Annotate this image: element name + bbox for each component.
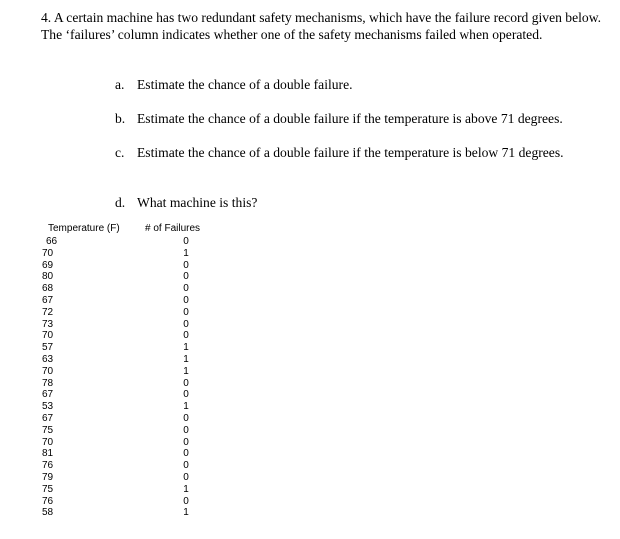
temperature-cell: 76	[42, 495, 54, 507]
failures-cell: 0	[183, 294, 189, 306]
temperature-cell: 69	[42, 259, 54, 271]
temperature-cell: 70	[42, 436, 54, 448]
failures-cell: 1	[183, 365, 189, 377]
failures-cell: 0	[183, 424, 189, 436]
question-a-letter: a.	[115, 77, 125, 92]
temperature-cell: 57	[42, 342, 54, 354]
question-c-text: Estimate the chance of a double failure if the temperature is below 71 degrees.	[137, 145, 564, 160]
question-b	[115, 110, 563, 127]
temperature-cell: 66	[46, 236, 58, 247]
failures-cell: 0	[183, 306, 189, 318]
failures-cell: 0	[183, 377, 189, 389]
temperature-cell: 75	[42, 424, 54, 436]
problem-statement: 4. A certain machine has two redundant safety mechanisms, which have the failure record given below. The ‘failures’ column indicates whether one of the safety mechanisms failed when operated.	[41, 10, 602, 42]
failures-cell: 1	[183, 247, 189, 259]
question-b-text: Estimate the chance of a double failure if the temperature is above 71 degrees.	[137, 111, 563, 126]
temperature-cell: 80	[42, 271, 54, 283]
temperature-cell: 76	[42, 460, 54, 472]
question-d-letter: d.	[115, 195, 126, 210]
temperature-cell: 72	[42, 306, 54, 318]
question-c-letter: c.	[115, 145, 125, 160]
failures-cell: 0	[183, 495, 189, 507]
temperature-column	[42, 236, 64, 519]
failures-cell: 0	[183, 436, 189, 448]
failures-cell: 1	[183, 483, 189, 495]
failures-cell: 0	[183, 283, 189, 295]
failures-cell: 0	[183, 318, 189, 330]
failures-cell: 1	[183, 401, 189, 413]
failures-cell: 0	[183, 471, 189, 483]
failures-cell: 0	[183, 259, 189, 271]
temperature-cell: 67	[42, 412, 54, 424]
failures-cell: 1	[183, 507, 189, 519]
failures-cell: 0	[183, 271, 189, 283]
temperature-cell: 67	[42, 294, 54, 306]
failures-cell: 1	[183, 353, 189, 365]
temperature-cell: 58	[42, 507, 54, 519]
temperature-cell: 67	[42, 389, 54, 401]
failures-cell: 0	[183, 412, 189, 424]
failures-cell: 0	[183, 389, 189, 401]
temperature-cell: 70	[42, 330, 54, 342]
temperature-cell: 68	[42, 283, 54, 295]
question-d	[115, 194, 257, 211]
temperature-column-header: Temperature (F)	[48, 223, 120, 234]
failures-cell: 0	[183, 448, 189, 460]
failures-column-header: # of Failures	[145, 223, 201, 234]
question-d-text: What machine is this?	[137, 195, 258, 210]
temperature-cell: 73	[42, 318, 54, 330]
failures-cell: 0	[183, 236, 189, 247]
temperature-cell: 53	[42, 401, 54, 413]
temperature-cell: 81	[42, 448, 54, 460]
failures-cell: 1	[183, 342, 189, 354]
failures-column	[180, 236, 192, 519]
failures-cell: 0	[183, 330, 189, 342]
temperature-cell: 79	[42, 471, 54, 483]
question-b-letter: b.	[115, 111, 126, 126]
failures-cell: 0	[183, 460, 189, 472]
question-a	[115, 76, 353, 93]
temperature-cell: 63	[42, 353, 54, 365]
temperature-cell: 70	[42, 247, 54, 259]
temperature-cell: 75	[42, 483, 54, 495]
temperature-cell: 78	[42, 377, 54, 389]
temperature-cell: 70	[42, 365, 54, 377]
question-a-text: Estimate the chance of a double failure.	[137, 77, 353, 92]
question-c	[115, 144, 564, 161]
